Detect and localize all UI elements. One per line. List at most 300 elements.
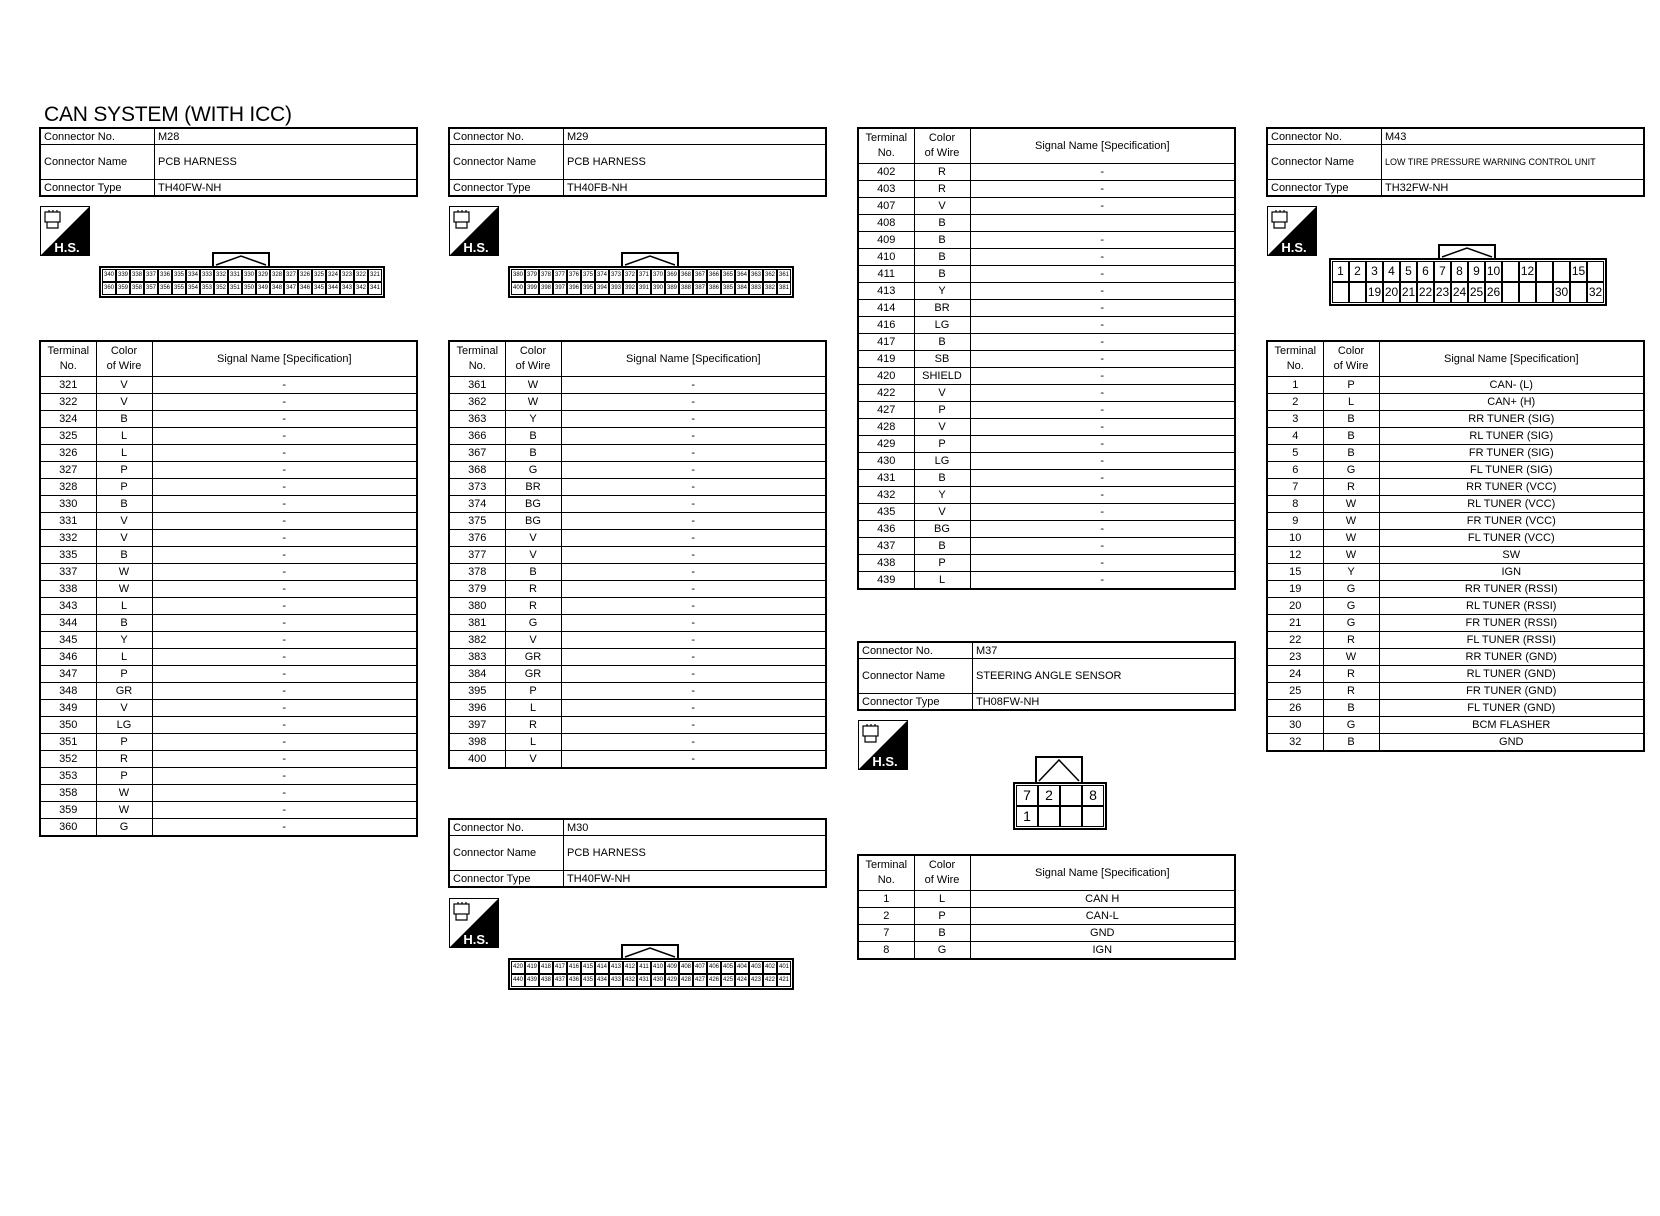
pin-row bbox=[1332, 282, 1604, 303]
connector-face-m30 bbox=[507, 940, 793, 988]
signal-name-cell: FL TUNER (VCC) bbox=[1379, 530, 1644, 547]
signal-name-cell: - bbox=[561, 513, 826, 530]
signal-name-cell: - bbox=[152, 666, 417, 683]
terminal-no-cell: 419 bbox=[858, 351, 914, 368]
terminal-no-cell: 362 bbox=[449, 394, 505, 411]
connector-pin bbox=[1332, 282, 1349, 303]
connector-pin: 322 bbox=[354, 269, 368, 282]
terminal-no-cell: 363 bbox=[449, 411, 505, 428]
wire-color-cell: V bbox=[96, 377, 152, 394]
signal-name-cell: - bbox=[970, 198, 1235, 215]
table-row bbox=[1267, 666, 1644, 683]
terminal-no-cell: 345 bbox=[40, 632, 96, 649]
connector-type: TH32FW-NH bbox=[1382, 180, 1645, 197]
table-row bbox=[858, 164, 1235, 181]
connector-pin: 356 bbox=[158, 282, 172, 295]
connector-info-m28 bbox=[39, 127, 418, 197]
connector-hand-icon bbox=[454, 210, 469, 228]
connector-pin: 377 bbox=[553, 269, 567, 282]
wire-color-cell: R bbox=[505, 717, 561, 734]
table-row bbox=[1267, 394, 1644, 411]
wire-color-cell: W bbox=[505, 377, 561, 394]
table-row bbox=[1267, 717, 1644, 734]
connector-pin: 396 bbox=[567, 282, 581, 295]
connector-type: TH08FW-NH bbox=[973, 694, 1236, 711]
connector-no: M43 bbox=[1382, 128, 1645, 145]
table-row bbox=[40, 598, 417, 615]
table-row bbox=[858, 300, 1235, 317]
table-row bbox=[40, 530, 417, 547]
terminal-no-cell: 379 bbox=[449, 581, 505, 598]
signal-name-cell: - bbox=[970, 317, 1235, 334]
table-row bbox=[1267, 428, 1644, 445]
hs-label: H.S. bbox=[463, 932, 489, 947]
signal-name-cell: - bbox=[561, 479, 826, 496]
connector-pin: 369 bbox=[665, 269, 679, 282]
table-row bbox=[40, 649, 417, 666]
page-title: CAN SYSTEM (WITH ICC) bbox=[44, 103, 292, 126]
wire-color-cell: BR bbox=[914, 300, 970, 317]
wire-color-cell: W bbox=[96, 564, 152, 581]
header-terminal-no: Terminal No. bbox=[858, 855, 914, 891]
wire-color-cell: B bbox=[96, 411, 152, 428]
table-row bbox=[40, 377, 417, 394]
terminal-no-cell: 383 bbox=[449, 649, 505, 666]
connector-pin: 389 bbox=[665, 282, 679, 295]
wire-color-cell: BG bbox=[505, 496, 561, 513]
connector-pin-grid bbox=[1013, 782, 1107, 830]
connector-pin: 367 bbox=[693, 269, 707, 282]
terminal-no-cell: 384 bbox=[449, 666, 505, 683]
table-row bbox=[449, 530, 826, 547]
connector-pin: 347 bbox=[284, 282, 298, 295]
wire-color-cell: W bbox=[1323, 530, 1379, 547]
terminal-no-cell: 30 bbox=[1267, 717, 1323, 734]
wire-color-cell: Y bbox=[505, 411, 561, 428]
table-row bbox=[858, 334, 1235, 351]
table-row bbox=[40, 428, 417, 445]
table-row bbox=[858, 317, 1235, 334]
table-row bbox=[858, 504, 1235, 521]
connector-pin: 411 bbox=[637, 961, 651, 974]
connector-pin: 363 bbox=[749, 269, 763, 282]
connector-pin: 343 bbox=[340, 282, 354, 295]
connector-pin: 349 bbox=[256, 282, 270, 295]
header-terminal-no: Terminal No. bbox=[449, 341, 505, 377]
connector-hand-icon bbox=[1272, 210, 1287, 228]
signal-name-cell: - bbox=[561, 649, 826, 666]
wire-color-cell: R bbox=[505, 598, 561, 615]
connector-pin: 413 bbox=[609, 961, 623, 974]
terminal-no-cell: 7 bbox=[858, 925, 914, 942]
wire-color-cell: Y bbox=[1323, 564, 1379, 581]
connector-pin: 326 bbox=[298, 269, 312, 282]
signal-name-cell: CAN-L bbox=[970, 908, 1235, 925]
pin-row bbox=[102, 269, 382, 282]
terminal-table-m37 bbox=[857, 854, 1236, 960]
connector-pin: 406 bbox=[707, 961, 721, 974]
wire-color-cell: P bbox=[914, 402, 970, 419]
terminal-no-cell: 321 bbox=[40, 377, 96, 394]
wire-color-cell: B bbox=[914, 232, 970, 249]
wire-color-cell: L bbox=[96, 649, 152, 666]
connector-pin: 366 bbox=[707, 269, 721, 282]
table-row bbox=[40, 411, 417, 428]
signal-name-cell: - bbox=[561, 581, 826, 598]
terminal-no-cell: 3 bbox=[1267, 411, 1323, 428]
connector-pin: 5 bbox=[1400, 261, 1417, 282]
wire-color-cell: BG bbox=[505, 513, 561, 530]
table-row bbox=[858, 572, 1235, 590]
wire-color-cell: P bbox=[96, 734, 152, 751]
hs-label: H.S. bbox=[872, 754, 898, 769]
table-row bbox=[858, 470, 1235, 487]
wire-color-cell: L bbox=[96, 428, 152, 445]
signal-name-cell: - bbox=[970, 402, 1235, 419]
terminal-no-cell: 1 bbox=[858, 891, 914, 908]
connector-pin: 365 bbox=[721, 269, 735, 282]
terminal-no-cell: 7 bbox=[1267, 479, 1323, 496]
connector-pin: 342 bbox=[354, 282, 368, 295]
wire-color-cell: V bbox=[505, 751, 561, 769]
connector-pin: 412 bbox=[623, 961, 637, 974]
signal-name-cell: IGN bbox=[1379, 564, 1644, 581]
harness-side-icon bbox=[858, 720, 908, 770]
connector-pin: 340 bbox=[102, 269, 116, 282]
signal-name-cell: GND bbox=[970, 925, 1235, 942]
table-row bbox=[1267, 581, 1644, 598]
signal-name-cell: FR TUNER (SIG) bbox=[1379, 445, 1644, 462]
connector-face-m29 bbox=[507, 248, 793, 296]
connector-pin: 6 bbox=[1417, 261, 1434, 282]
terminal-no-cell: 335 bbox=[40, 547, 96, 564]
connector-pin: 433 bbox=[609, 974, 623, 987]
terminal-no-cell: 366 bbox=[449, 428, 505, 445]
connector-pin: 397 bbox=[553, 282, 567, 295]
terminal-no-cell: 422 bbox=[858, 385, 914, 402]
connector-pin bbox=[1082, 806, 1104, 827]
connector-info-m30 bbox=[448, 818, 827, 888]
connector-face-m37 bbox=[1006, 748, 1112, 828]
table-row bbox=[858, 402, 1235, 419]
table-row bbox=[449, 377, 826, 394]
harness-side-icon bbox=[449, 206, 499, 256]
signal-name-cell: - bbox=[152, 479, 417, 496]
terminal-no-cell: 332 bbox=[40, 530, 96, 547]
terminal-no-cell: 380 bbox=[449, 598, 505, 615]
terminal-no-cell: 20 bbox=[1267, 598, 1323, 615]
signal-name-cell: - bbox=[970, 555, 1235, 572]
table-row bbox=[858, 368, 1235, 385]
connector-no: M28 bbox=[155, 128, 418, 145]
signal-name-cell: - bbox=[152, 428, 417, 445]
signal-name-cell: - bbox=[561, 411, 826, 428]
terminal-no-cell: 430 bbox=[858, 453, 914, 470]
connector-pin: 373 bbox=[609, 269, 623, 282]
terminal-no-cell: 347 bbox=[40, 666, 96, 683]
signal-name-cell: RR TUNER (GND) bbox=[1379, 649, 1644, 666]
connector-pin: 26 bbox=[1485, 282, 1502, 303]
signal-name-cell: - bbox=[970, 436, 1235, 453]
pin-row bbox=[1016, 806, 1104, 827]
connector-pin: 7 bbox=[1434, 261, 1451, 282]
signal-name-cell bbox=[970, 215, 1235, 232]
terminal-no-cell: 359 bbox=[40, 802, 96, 819]
terminal-no-cell: 349 bbox=[40, 700, 96, 717]
terminal-table-m28 bbox=[39, 340, 418, 837]
signal-name-cell: - bbox=[152, 768, 417, 785]
wire-color-cell: R bbox=[505, 581, 561, 598]
terminal-no-cell: 417 bbox=[858, 334, 914, 351]
table-row bbox=[1267, 479, 1644, 496]
header-color-of-wire: Color of Wire bbox=[505, 341, 561, 377]
wire-color-cell: GR bbox=[505, 666, 561, 683]
terminal-no-cell: 346 bbox=[40, 649, 96, 666]
label-connector-type: Connector Type bbox=[858, 694, 973, 711]
connector-pin: 325 bbox=[312, 269, 326, 282]
harness-side-icon bbox=[40, 206, 90, 256]
connector-pin: 430 bbox=[651, 974, 665, 987]
terminal-table-m43 bbox=[1266, 340, 1645, 752]
connector-pin: 440 bbox=[511, 974, 525, 987]
signal-name-cell: - bbox=[561, 445, 826, 462]
pin-row bbox=[1016, 785, 1104, 806]
label-connector-type: Connector Type bbox=[1267, 180, 1382, 197]
terminal-no-cell: 26 bbox=[1267, 700, 1323, 717]
table-row bbox=[858, 419, 1235, 436]
connector-hand-icon bbox=[45, 210, 60, 228]
table-row bbox=[40, 768, 417, 785]
terminal-no-cell: 8 bbox=[1267, 496, 1323, 513]
connector-pin: 402 bbox=[763, 961, 777, 974]
table-row bbox=[449, 513, 826, 530]
terminal-no-cell: 374 bbox=[449, 496, 505, 513]
wire-color-cell: G bbox=[96, 819, 152, 837]
terminal-no-cell: 338 bbox=[40, 581, 96, 598]
connector-pin: 405 bbox=[721, 961, 735, 974]
connector-pin: 426 bbox=[707, 974, 721, 987]
signal-name-cell: - bbox=[970, 487, 1235, 504]
wire-color-cell: P bbox=[96, 666, 152, 683]
signal-name-cell: RR TUNER (RSSI) bbox=[1379, 581, 1644, 598]
signal-name-cell: - bbox=[152, 598, 417, 615]
wire-color-cell: G bbox=[1323, 598, 1379, 615]
connector-pin: 414 bbox=[595, 961, 609, 974]
table-row bbox=[858, 538, 1235, 555]
terminal-no-cell: 24 bbox=[1267, 666, 1323, 683]
table-row bbox=[449, 717, 826, 734]
connector-type: TH40FW-NH bbox=[564, 871, 827, 888]
terminal-no-cell: 368 bbox=[449, 462, 505, 479]
harness-side-icon bbox=[449, 898, 499, 948]
table-row bbox=[449, 666, 826, 683]
signal-name-cell: - bbox=[561, 462, 826, 479]
signal-name-cell: CAN- (L) bbox=[1379, 377, 1644, 394]
terminal-no-cell: 360 bbox=[40, 819, 96, 837]
wire-color-cell: V bbox=[505, 530, 561, 547]
wire-color-cell: L bbox=[1323, 394, 1379, 411]
signal-name-cell: - bbox=[152, 819, 417, 837]
signal-name-cell: - bbox=[152, 683, 417, 700]
terminal-no-cell: 331 bbox=[40, 513, 96, 530]
connector-face-m28 bbox=[98, 248, 384, 296]
table-row bbox=[858, 385, 1235, 402]
wire-color-cell: BR bbox=[505, 479, 561, 496]
signal-name-cell: RR TUNER (SIG) bbox=[1379, 411, 1644, 428]
wire-color-cell: V bbox=[96, 513, 152, 530]
terminal-no-cell: 373 bbox=[449, 479, 505, 496]
connector-pin-grid bbox=[508, 266, 794, 298]
wire-color-cell: V bbox=[914, 504, 970, 521]
signal-name-cell: - bbox=[561, 683, 826, 700]
table-row bbox=[40, 547, 417, 564]
connector-pin bbox=[1349, 282, 1366, 303]
connector-pin: 429 bbox=[665, 974, 679, 987]
signal-name-cell: - bbox=[561, 394, 826, 411]
wire-color-cell: B bbox=[914, 925, 970, 942]
signal-name-cell: FL TUNER (SIG) bbox=[1379, 462, 1644, 479]
table-row bbox=[1267, 564, 1644, 581]
connector-pin bbox=[1587, 261, 1604, 282]
connector-pin: 427 bbox=[693, 974, 707, 987]
hs-label: H.S. bbox=[463, 240, 489, 255]
signal-name-cell: - bbox=[970, 572, 1235, 590]
connector-pin: 339 bbox=[116, 269, 130, 282]
connector-info-m37 bbox=[857, 641, 1236, 711]
wire-color-cell: P bbox=[914, 908, 970, 925]
label-connector-name: Connector Name bbox=[1267, 145, 1382, 180]
connector-pin: 398 bbox=[539, 282, 553, 295]
connector-pin: 8 bbox=[1082, 785, 1104, 806]
terminal-no-cell: 438 bbox=[858, 555, 914, 572]
table-row bbox=[449, 462, 826, 479]
connector-pin-grid bbox=[99, 266, 385, 298]
signal-name-cell: - bbox=[152, 581, 417, 598]
connector-pin: 345 bbox=[312, 282, 326, 295]
terminal-no-cell: 25 bbox=[1267, 683, 1323, 700]
connector-type: TH40FW-NH bbox=[155, 180, 418, 197]
wire-color-cell: B bbox=[96, 496, 152, 513]
wire-color-cell: GR bbox=[96, 683, 152, 700]
signal-name-cell: - bbox=[970, 351, 1235, 368]
table-row bbox=[40, 445, 417, 462]
connector-pin: 337 bbox=[144, 269, 158, 282]
connector-pin: 30 bbox=[1553, 282, 1570, 303]
table-row bbox=[449, 615, 826, 632]
terminal-no-cell: 348 bbox=[40, 683, 96, 700]
connector-pin: 386 bbox=[707, 282, 721, 295]
signal-name-cell: - bbox=[970, 504, 1235, 521]
connector-pin: 327 bbox=[284, 269, 298, 282]
connector-pin: 374 bbox=[595, 269, 609, 282]
signal-name-cell: - bbox=[152, 564, 417, 581]
header-signal-name: Signal Name [Specification] bbox=[970, 855, 1235, 891]
connector-pin: 434 bbox=[595, 974, 609, 987]
signal-name-cell: - bbox=[152, 394, 417, 411]
signal-name-cell: RL TUNER (VCC) bbox=[1379, 496, 1644, 513]
signal-name-cell: - bbox=[152, 802, 417, 819]
wire-color-cell: B bbox=[914, 470, 970, 487]
connector-pin: 334 bbox=[186, 269, 200, 282]
signal-name-cell: FR TUNER (RSSI) bbox=[1379, 615, 1644, 632]
connector-pin: 436 bbox=[567, 974, 581, 987]
connector-pin: 404 bbox=[735, 961, 749, 974]
connector-pin: 376 bbox=[567, 269, 581, 282]
connector-pin: 416 bbox=[567, 961, 581, 974]
connector-pin: 409 bbox=[665, 961, 679, 974]
terminal-no-cell: 326 bbox=[40, 445, 96, 462]
wire-color-cell: B bbox=[505, 428, 561, 445]
signal-name-cell: - bbox=[561, 598, 826, 615]
connector-pin: 2 bbox=[1349, 261, 1366, 282]
terminal-no-cell: 330 bbox=[40, 496, 96, 513]
terminal-no-cell: 22 bbox=[1267, 632, 1323, 649]
wire-color-cell: V bbox=[505, 632, 561, 649]
connector-pin bbox=[1570, 282, 1587, 303]
connector-pin-grid bbox=[1329, 258, 1607, 306]
table-row bbox=[40, 785, 417, 802]
connector-pin: 15 bbox=[1570, 261, 1587, 282]
table-row bbox=[40, 683, 417, 700]
wire-color-cell: L bbox=[96, 598, 152, 615]
connector-pin bbox=[1038, 806, 1060, 827]
signal-name-cell: - bbox=[561, 547, 826, 564]
connector-pin: 417 bbox=[553, 961, 567, 974]
terminal-no-cell: 350 bbox=[40, 717, 96, 734]
table-row bbox=[40, 496, 417, 513]
signal-name-cell: - bbox=[970, 266, 1235, 283]
terminal-no-cell: 23 bbox=[1267, 649, 1323, 666]
wire-color-cell: B bbox=[505, 445, 561, 462]
wire-color-cell: R bbox=[1323, 632, 1379, 649]
wire-color-cell: LG bbox=[914, 453, 970, 470]
table-row bbox=[1267, 598, 1644, 615]
wire-color-cell: R bbox=[914, 181, 970, 198]
wire-color-cell: LG bbox=[914, 317, 970, 334]
connector-pin: 333 bbox=[200, 269, 214, 282]
wire-color-cell: B bbox=[96, 615, 152, 632]
wire-color-cell: G bbox=[505, 462, 561, 479]
connector-pin: 394 bbox=[595, 282, 609, 295]
terminal-no-cell: 10 bbox=[1267, 530, 1323, 547]
signal-name-cell: - bbox=[970, 249, 1235, 266]
terminal-no-cell: 4 bbox=[1267, 428, 1323, 445]
table-row bbox=[858, 181, 1235, 198]
connector-pin: 321 bbox=[368, 269, 382, 282]
signal-name-cell: - bbox=[152, 513, 417, 530]
table-row bbox=[40, 479, 417, 496]
table-row bbox=[1267, 683, 1644, 700]
table-row bbox=[1267, 615, 1644, 632]
connector-pin: 23 bbox=[1434, 282, 1451, 303]
wire-color-cell: B bbox=[1323, 700, 1379, 717]
label-connector-name: Connector Name bbox=[449, 836, 564, 871]
wire-color-cell: B bbox=[914, 249, 970, 266]
connector-pin: 335 bbox=[172, 269, 186, 282]
wire-color-cell: W bbox=[1323, 496, 1379, 513]
connector-pin: 332 bbox=[214, 269, 228, 282]
wire-color-cell: P bbox=[96, 462, 152, 479]
wire-color-cell: W bbox=[96, 785, 152, 802]
terminal-no-cell: 353 bbox=[40, 768, 96, 785]
wire-color-cell: B bbox=[914, 334, 970, 351]
signal-name-cell: - bbox=[970, 419, 1235, 436]
connector-pin: 360 bbox=[102, 282, 116, 295]
table-row bbox=[449, 581, 826, 598]
connector-pin: 422 bbox=[763, 974, 777, 987]
connector-pin: 22 bbox=[1417, 282, 1434, 303]
label-connector-name: Connector Name bbox=[858, 659, 973, 694]
